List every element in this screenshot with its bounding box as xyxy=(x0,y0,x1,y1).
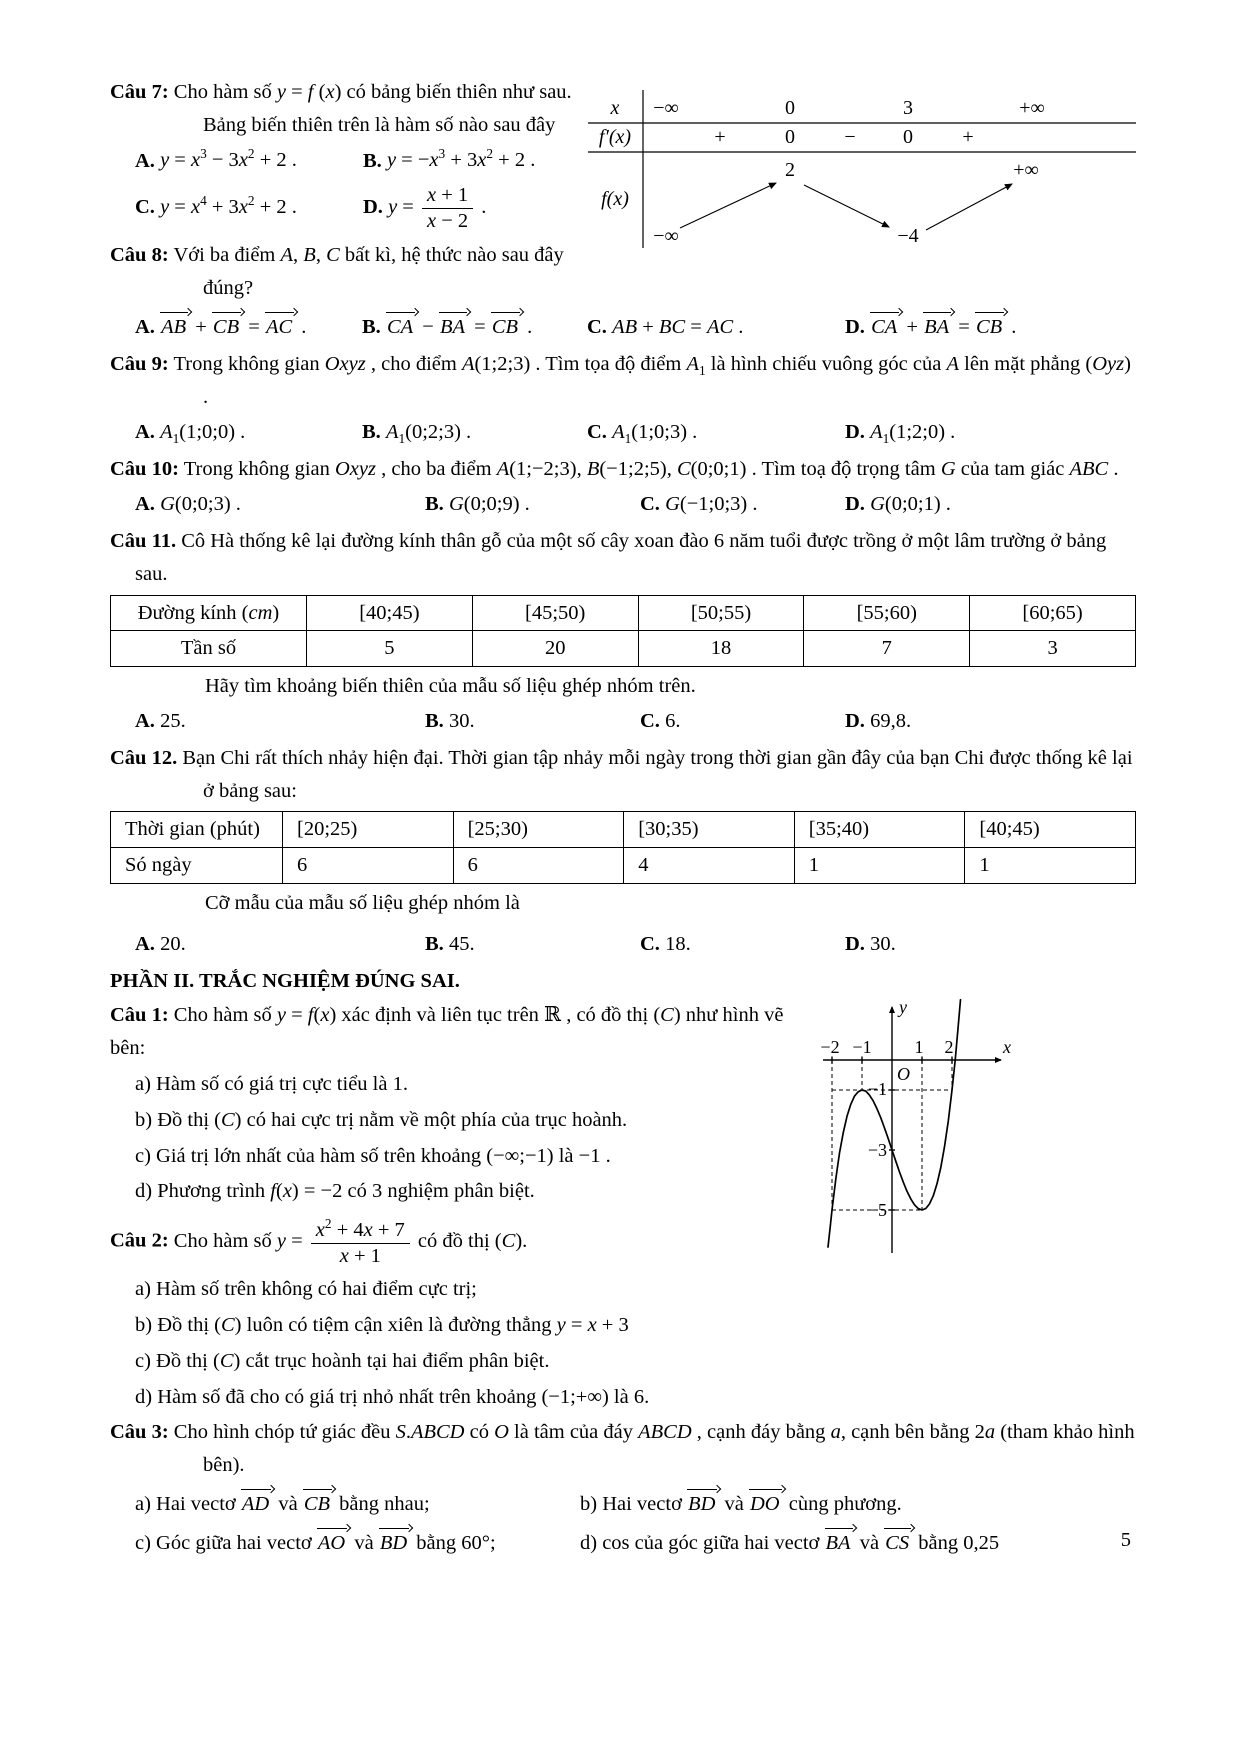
table-cell: [50;55) xyxy=(638,595,804,631)
graph-y-mark: −5 xyxy=(867,1200,887,1221)
graph-y-axis-label: y xyxy=(899,997,907,1018)
q8-stem-text: Với ba điểm A, B, C bất kì, hệ thức nào sau đây đúng? xyxy=(173,244,564,300)
p2q3-items-row-2 xyxy=(110,1523,1136,1560)
table-cell: [40;45) xyxy=(307,595,473,631)
q10-option-c xyxy=(640,488,845,521)
q9-option-d xyxy=(845,416,1136,449)
bbt-f-max: 2 xyxy=(785,159,795,181)
q8-option-b xyxy=(362,307,587,344)
table-cell: 6 xyxy=(453,848,624,884)
p2q1-label: Câu 1: xyxy=(110,1004,169,1027)
table-cell: [60;65) xyxy=(970,595,1136,631)
option-text: G(0;0;3) . xyxy=(160,493,241,516)
option-text: $y = -x^3 + 3x^2 + 2$ . xyxy=(386,146,536,172)
p2q2-item-c: c) Đồ thị (C) cắt trục hoành tại hai điểm phân biệt. xyxy=(135,1349,550,1372)
question-9 xyxy=(110,348,1136,450)
option-letter: D. xyxy=(845,421,865,443)
option-letter: A. xyxy=(135,421,155,443)
q12-option-d xyxy=(845,928,1136,961)
p2q1-item-d: d) Phương trình f(x) = −2 có 3 nghiệm phân biệt. xyxy=(135,1180,535,1203)
p2q3-items-row-1 xyxy=(110,1484,1136,1521)
q11-stem-text: Cô Hà thống kê lại đường kính thân gỗ của một số cây xoan đào 6 năm tuổi được trồng ở một lâm trường ở bảng sau. xyxy=(135,530,1107,585)
option-text: 6. xyxy=(665,709,681,732)
option-letter: A. xyxy=(135,316,155,338)
table-cell: 7 xyxy=(804,631,970,667)
q10-option-b xyxy=(425,488,640,521)
option-text: 20. xyxy=(160,932,186,955)
option-text: AB + CB = AC . xyxy=(161,316,307,338)
q12-option-a xyxy=(135,928,425,961)
option-letter: D. xyxy=(845,709,865,732)
p2q1-item-a: a) Hàm số có giá trị cực tiểu là 1. xyxy=(135,1072,408,1095)
table-cell: [20;25) xyxy=(283,812,454,848)
option-text: y = $\frac{x + 1}{x - 2}$ . xyxy=(388,184,487,232)
option-letter: C. xyxy=(640,932,660,955)
bbt-x-label: x xyxy=(610,97,620,119)
table-cell: 1 xyxy=(965,848,1136,884)
table-cell: 1 xyxy=(794,848,965,884)
exam-content xyxy=(110,76,1136,1562)
option-text: $y = x^4 + 3x^2 + 2$ . xyxy=(160,193,297,219)
page-number: 5 xyxy=(1120,1529,1131,1551)
table-cell: 18 xyxy=(638,631,804,667)
option-letter: B. xyxy=(425,932,444,955)
q7-option-c xyxy=(135,190,363,224)
table-row xyxy=(111,812,1136,848)
bbt-sign: 0 xyxy=(903,126,913,148)
option-letter: B. xyxy=(362,316,381,338)
option-text: $y = x^3 - 3x^2 + 2$ . xyxy=(160,146,297,172)
q8-options xyxy=(110,307,1136,344)
option-letter: C. xyxy=(587,316,607,338)
table-cell: [35;40) xyxy=(794,812,965,848)
bbt-sign: − xyxy=(844,126,856,148)
option-letter: A. xyxy=(135,149,155,172)
question-11 xyxy=(110,525,1136,738)
q11-option-d xyxy=(845,705,1136,738)
q8-label: Câu 8: xyxy=(110,244,169,267)
bbt-f-label: f(x) xyxy=(601,188,629,210)
q10-stem xyxy=(110,453,1136,486)
q7-stem-text: Cho hàm số y = f (x) có bảng biến thiên như sau. Bảng biến thiên trên là hàm số nào sau đây xyxy=(173,81,572,136)
q9-options xyxy=(110,416,1136,449)
q11-option-b xyxy=(425,705,640,738)
p2q3-stem-text: Cho hình chóp tứ giác đều S.ABCD có O là tâm của đáy ABCD , cạnh đáy bằng a, cạnh bên bằng 2a (tham khảo hình bên). xyxy=(173,1421,1135,1477)
q11-stem xyxy=(110,525,1136,591)
q8-stem xyxy=(110,239,597,305)
option-letter: B. xyxy=(362,421,381,443)
q7-text-column xyxy=(110,76,597,305)
option-text: AB + BC = AC . xyxy=(612,316,744,338)
table-cell: Só ngày xyxy=(111,848,283,884)
q10-stem-text: Trong không gian Oxyz , cho ba điểm A(1;−2;3), B(−1;2;5), C(0;0;1) . Tìm toạ độ trọng tâm G của tam giác ABC . xyxy=(183,458,1119,481)
option-letter: C. xyxy=(640,709,660,732)
bbt-x-value: 0 xyxy=(785,97,795,119)
p2q1-stem-text: Cho hàm số y = f(x) xác định và liên tục trên ℝ , có đồ thị (C) như hình vẽ bên: xyxy=(110,1004,784,1060)
q7-option-a xyxy=(135,144,363,178)
option-letter: A. xyxy=(135,932,155,955)
option-text: $A_1(1;2;0)$ . xyxy=(870,421,956,447)
table-cell: [45;50) xyxy=(472,595,638,631)
table-row xyxy=(111,631,1136,667)
bbt-sign: + xyxy=(714,126,726,148)
p2q2-item-d: d) Hàm số đã cho có giá trị nhỏ nhất trên khoảng (−1;+∞) là 6. xyxy=(135,1385,650,1408)
q12-option-b xyxy=(425,928,640,961)
q7-option-d xyxy=(363,181,597,235)
graph-x-tick: 1 xyxy=(914,1037,924,1058)
p2q3-label: Câu 3: xyxy=(110,1421,169,1444)
option-text: 30. xyxy=(870,932,896,955)
option-letter: A. xyxy=(135,493,155,516)
q9-stem xyxy=(110,348,1136,414)
option-text: $A_1(1;0;3)$ . xyxy=(612,421,698,447)
p2q2-item-b: b) Đồ thị (C) luôn có tiệm cận xiên là đường thẳng y = x + 3 xyxy=(135,1313,629,1336)
option-text: CA + BA = CB . xyxy=(871,316,1017,338)
option-letter: A. xyxy=(135,709,155,732)
q8-option-d xyxy=(845,307,1136,344)
table-cell: [40;45) xyxy=(965,812,1136,848)
q8-option-c xyxy=(587,311,845,344)
q11-frequency-table xyxy=(110,595,1136,668)
option-letter: B. xyxy=(425,493,444,516)
table-cell: Thời gian (phút) xyxy=(111,812,283,848)
table-cell: 20 xyxy=(472,631,638,667)
q11-label: Câu 11. xyxy=(110,530,177,552)
graph-x-tick: −2 xyxy=(820,1037,840,1058)
option-text: CA − BA = CB . xyxy=(386,316,533,338)
q9-option-b xyxy=(362,416,587,449)
table-cell: [25;30) xyxy=(453,812,624,848)
question-12 xyxy=(110,742,1136,961)
part2-question-3 xyxy=(110,1416,1136,1559)
p2q1-item-b: b) Đồ thị (C) có hai cực trị nằm về một phía của trục hoành. xyxy=(135,1108,628,1131)
bbt-fprime-label: f′(x) xyxy=(598,126,632,148)
q7-stem xyxy=(110,76,597,142)
q9-label: Câu 9: xyxy=(110,352,169,375)
q10-option-a xyxy=(135,488,425,521)
q12-frequency-table xyxy=(110,811,1136,884)
option-text: $A_1(1;0;0)$ . xyxy=(160,421,246,447)
graph-x-tick: 2 xyxy=(944,1037,954,1058)
option-text: 18. xyxy=(665,932,691,955)
option-text: 45. xyxy=(448,932,475,955)
p2q3-item-c: c) Góc giữa hai vectơ AO và BD bằng 60°; xyxy=(135,1531,496,1554)
q7-option-b xyxy=(363,144,597,178)
p2q2-stem-text: Cho hàm số y = $\frac{x^2 + 4x + 7}{x + 1}$ có đồ thị (C). xyxy=(173,1216,528,1267)
p2q2-label: Câu 2: xyxy=(110,1229,169,1252)
option-letter: C. xyxy=(587,421,607,443)
q7-options-row-1 xyxy=(110,144,597,178)
option-letter: C. xyxy=(640,493,660,516)
option-letter: D. xyxy=(845,316,865,338)
q9-option-c xyxy=(587,416,845,449)
table-cell: 3 xyxy=(970,631,1136,667)
option-text: 69,8. xyxy=(870,709,912,732)
bbt-x-value: −∞ xyxy=(653,97,679,119)
table-cell: Đường kính (cm) xyxy=(111,595,307,631)
table-cell: 5 xyxy=(307,631,473,667)
q10-label: Câu 10: xyxy=(110,458,179,481)
graph-x-axis-label: x xyxy=(1003,1037,1011,1058)
table-cell: [55;60) xyxy=(804,595,970,631)
q11-option-a xyxy=(135,705,425,738)
q11-followup: Hãy tìm khoảng biến thiên của mẫu số liệu ghép nhóm trên. xyxy=(205,675,696,698)
bbt-f-limit-right: +∞ xyxy=(1013,159,1039,181)
table-row xyxy=(111,595,1136,631)
graph-y-mark: −3 xyxy=(867,1140,887,1161)
option-letter: B. xyxy=(425,709,444,732)
q12-stem xyxy=(110,742,1136,808)
q10-option-d xyxy=(845,488,1136,521)
graph-x-tick: −1 xyxy=(852,1037,872,1058)
q7-label: Câu 7: xyxy=(110,81,169,103)
option-text: G(0;0;1) . xyxy=(870,493,951,516)
option-letter: C. xyxy=(135,196,155,219)
graph-y-mark: −1 xyxy=(867,1079,887,1100)
p2q2-item-a: a) Hàm số trên không có hai điểm cực trị; xyxy=(135,1278,477,1301)
q12-stem-text: Bạn Chi rất thích nhảy hiện đại. Thời gian tập nhảy mỗi ngày trong thời gian gần đây của bạn Chi được thống kê lại ở bảng sau: xyxy=(182,746,1133,802)
q10-options xyxy=(110,488,1136,521)
q7-options-row-2 xyxy=(110,181,597,235)
part2-heading: PHẦN II. TRẮC NGHIỆM ĐÚNG SAI. xyxy=(110,969,460,992)
q12-label: Câu 12. xyxy=(110,746,178,769)
option-text: G(0;0;9) . xyxy=(448,493,530,516)
option-letter: D. xyxy=(845,932,865,955)
part2-question-1 xyxy=(110,997,1136,1221)
p2q3-item-d: d) cos của góc giữa hai vectơ BA và CS bằng 0,25 xyxy=(580,1531,1000,1554)
p2q1-item-c: c) Giá trị lớn nhất của hàm số trên khoảng (−∞;−1) là −1 . xyxy=(135,1144,611,1167)
q11-option-c xyxy=(640,705,845,738)
option-letter: D. xyxy=(845,493,865,516)
q7-variation-table-figure xyxy=(588,90,1136,248)
q11-options xyxy=(110,705,1136,738)
option-letter: D. xyxy=(363,196,383,219)
option-text: 25. xyxy=(160,709,186,732)
bbt-f-limit-left: −∞ xyxy=(653,225,679,247)
table-cell: [30;35) xyxy=(624,812,795,848)
p2q3-item-b: b) Hai vectơ BD và DO cùng phương. xyxy=(580,1492,902,1515)
option-text: $A_1(0;2;3)$ . xyxy=(385,421,472,447)
q12-followup: Cỡ mẫu của mẫu số liệu ghép nhóm là xyxy=(205,891,520,914)
q12-options xyxy=(110,928,1136,961)
graph-origin-label: O xyxy=(897,1064,910,1085)
q8-option-a xyxy=(135,307,362,344)
option-text: G(−1;0;3) . xyxy=(665,493,758,516)
bbt-f-min: −4 xyxy=(897,225,919,247)
bbt-sign: + xyxy=(962,126,974,148)
q9-option-a xyxy=(135,416,362,449)
q1-function-graph xyxy=(819,995,1014,1257)
p2q3-stem xyxy=(110,1416,1136,1482)
q12-option-c xyxy=(640,928,845,961)
bbt-sign: 0 xyxy=(785,126,795,148)
table-row xyxy=(111,848,1136,884)
question-7 xyxy=(110,76,1136,344)
bbt-x-value: 3 xyxy=(903,97,913,119)
question-10 xyxy=(110,453,1136,521)
option-letter: B. xyxy=(363,149,382,172)
table-cell: 6 xyxy=(283,848,454,884)
p2q3-item-a: a) Hai vectơ AD và CB bằng nhau; xyxy=(135,1492,430,1515)
q9-stem-text: Trong không gian Oxyz , cho điểm A(1;2;3) . Tìm tọa độ điểm $A_1$ là hình chiếu vuông góc của A lên mặt phẳng (Oyz) . xyxy=(173,352,1131,409)
table-cell: Tần số xyxy=(111,631,307,667)
option-text: 30. xyxy=(448,709,475,732)
bbt-x-value: +∞ xyxy=(1019,97,1045,119)
table-cell: 4 xyxy=(624,848,795,884)
